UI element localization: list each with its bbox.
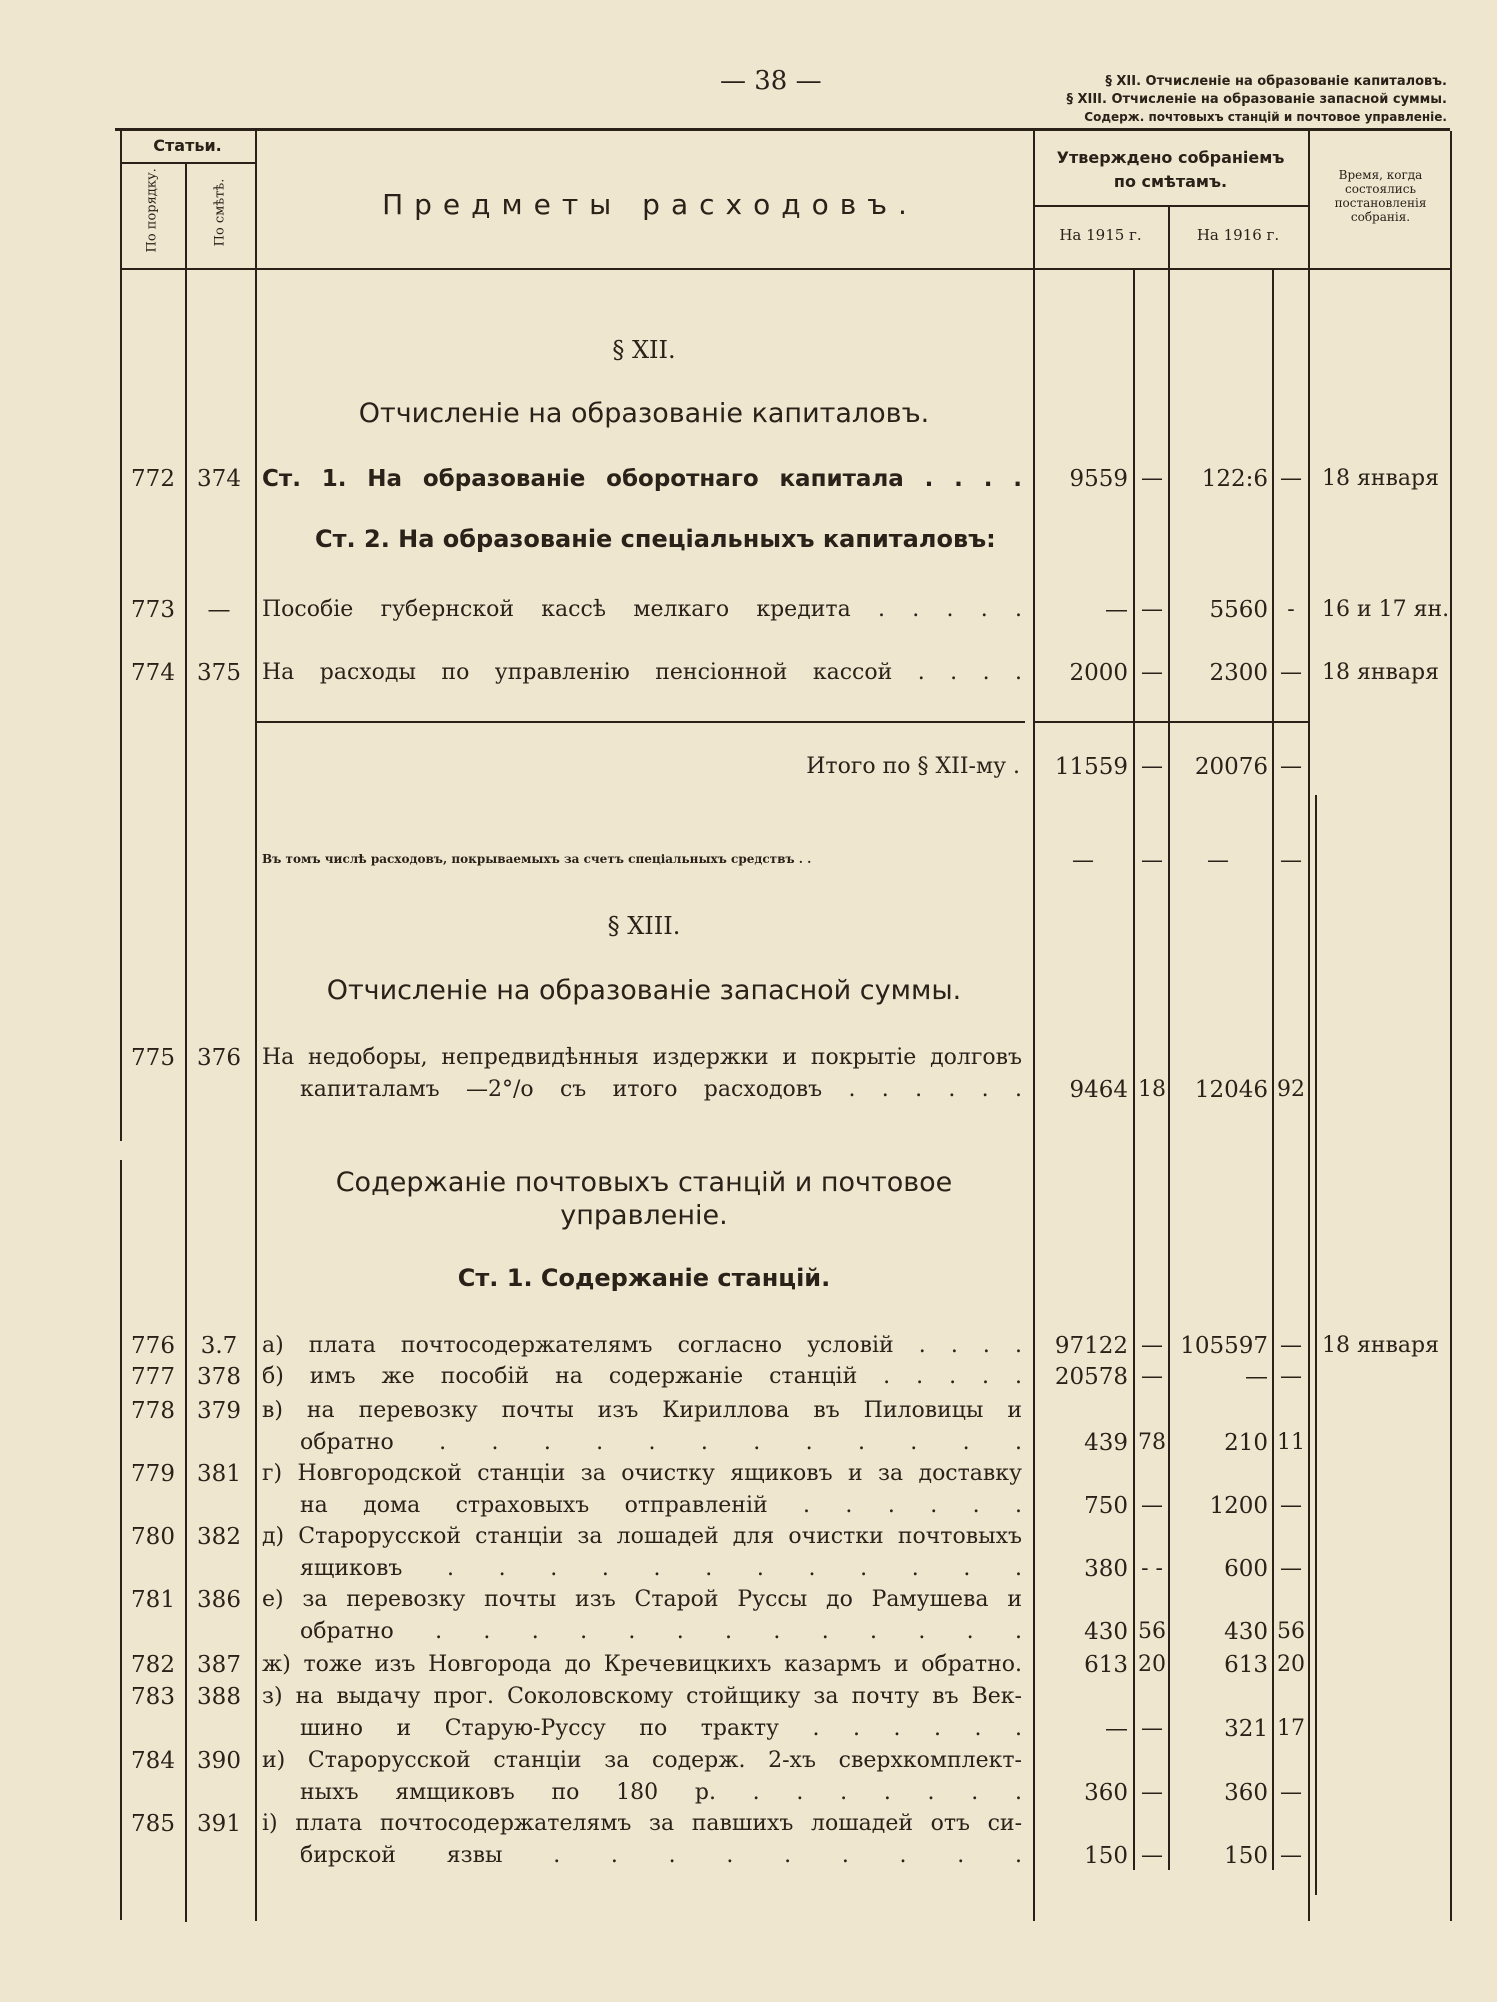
itogo-1916-rub: 20076 xyxy=(1194,754,1268,780)
row-1916-kop: — xyxy=(1280,1333,1302,1358)
po-poryadku-header: По порядку. xyxy=(144,168,160,253)
section-xii-mark: § XII. xyxy=(612,336,676,364)
special-means-note: Въ томъ числѣ расходовъ, покрываемыхъ за счетъ спеціальныхъ средствъ . . xyxy=(262,852,812,866)
col-line-left xyxy=(120,131,122,1141)
row-description-line: в) на перевозку почты изъ Кириллова въ Пиловицы и xyxy=(262,1398,1022,1423)
row-smeta-number: 381 xyxy=(197,1461,241,1487)
statyi-underline xyxy=(120,162,255,164)
row-1916-kop: - xyxy=(1287,597,1295,622)
row-1915-rub: 2000 xyxy=(1069,660,1128,686)
predmety-header: Предметы расходовъ. xyxy=(382,188,918,221)
row-smeta-number: — xyxy=(207,597,231,623)
row-1916-rub: 5560 xyxy=(1209,597,1268,623)
row-order-number: 772 xyxy=(131,466,175,492)
row-order-number: 785 xyxy=(131,1811,175,1837)
statyi-header: Статьи. xyxy=(153,136,222,155)
row-order-number: 780 xyxy=(131,1524,175,1550)
row-description-line: ныхъ ямщиковъ по 180 р. . . . . . . . xyxy=(300,1780,1022,1805)
row-1916-rub: 150 xyxy=(1224,1843,1268,1869)
row-description-line: и) Старорусской станціи за содерж. 2-хъ сверхкомплект- xyxy=(262,1748,1022,1773)
row-1916-rub: 122:6 xyxy=(1201,466,1268,492)
utverzhdeno-header-line-1: Утверждено собраніемъ xyxy=(1056,148,1285,167)
row-1916-kop: 92 xyxy=(1277,1077,1305,1102)
row-1916-kop: — xyxy=(1280,660,1302,685)
row-order-number: 781 xyxy=(131,1587,175,1613)
row-description-line: а) плата почтосодержателямъ согласно условій . . . . xyxy=(262,1333,1022,1358)
post-section-title-line-1: Содержаніе почтовыхъ станцій и почтовое xyxy=(335,1167,953,1198)
row-description-line: На недоборы, непредвидѣнныя издержки и покрытіе долговъ xyxy=(262,1045,1022,1070)
special-1915-kop: — xyxy=(1141,848,1163,873)
row-order-number: 784 xyxy=(131,1748,175,1774)
utverzhdeno-header-line-2: по смѣтамъ. xyxy=(1113,172,1228,191)
row-1916-kop: 20 xyxy=(1277,1652,1305,1677)
row-session-date: 16 и 17 ян. xyxy=(1322,597,1450,622)
row-order-number: 783 xyxy=(131,1684,175,1710)
col-line-right xyxy=(1450,131,1452,1921)
row-1916-kop: — xyxy=(1280,466,1302,491)
special-1916-rub: — xyxy=(1207,848,1229,873)
row-order-number: 775 xyxy=(131,1045,175,1071)
row-description-line: обратно . . . . . . . . . . . . . xyxy=(300,1619,1022,1644)
row-smeta-number: 374 xyxy=(197,466,241,492)
row-description-line: Пособіе губернской кассѣ мелкаго кредита . . . . . xyxy=(262,597,1022,622)
row-1915-rub: 20578 xyxy=(1054,1364,1128,1390)
row-order-number: 778 xyxy=(131,1398,175,1424)
row-1915-kop: — xyxy=(1141,660,1163,685)
row-1916-rub: 360 xyxy=(1224,1780,1268,1806)
row-order-number: 782 xyxy=(131,1652,175,1678)
special-1915-rub: — xyxy=(1072,848,1094,873)
row-1916-kop: — xyxy=(1280,1843,1302,1868)
row-1915-rub: 97122 xyxy=(1054,1333,1128,1359)
row-smeta-number: 382 xyxy=(197,1524,241,1550)
row-smeta-number: 390 xyxy=(197,1748,241,1774)
header-bottom-rule xyxy=(120,268,1450,270)
row-1916-rub: 321 xyxy=(1224,1716,1268,1742)
row-smeta-number: 3.7 xyxy=(200,1333,238,1359)
row-smeta-number: 391 xyxy=(197,1811,241,1837)
row-1915-kop: — xyxy=(1141,1716,1163,1741)
row-description-line: е) за перевозку почты изъ Старой Руссы до Рамушева и xyxy=(262,1587,1022,1612)
row-smeta-number: 387 xyxy=(197,1652,241,1678)
row-1916-kop: 11 xyxy=(1277,1430,1305,1455)
row-order-number: 776 xyxy=(131,1333,175,1359)
row-description-line: г) Новгородской станціи за очистку ящиковъ и за доставку xyxy=(262,1461,1022,1486)
vremya-header: Время, когда состоялись постановленія собранія. xyxy=(1334,168,1427,224)
row-smeta-number: 388 xyxy=(197,1684,241,1710)
row-description-line: ящиковъ . . . . . . . . . . . . xyxy=(300,1556,1022,1581)
row-1915-kop: — xyxy=(1141,1364,1163,1389)
row-1915-rub: 380 xyxy=(1084,1556,1128,1582)
row-description-line: На расходы по управленію пенсіонной кассой . . . . xyxy=(262,660,1022,685)
row-1916-kop: — xyxy=(1280,1364,1302,1389)
itogo-1915-kop: — xyxy=(1141,754,1163,779)
row-description-line: Ст. 1. На образованіе оборотнаго капитала . . . . xyxy=(262,466,1022,492)
itogo-1916-kop: — xyxy=(1280,754,1302,779)
date-bracket-line xyxy=(1315,795,1317,1895)
row-1916-rub: 600 xyxy=(1224,1556,1268,1582)
post-st1-title: Ст. 1. Содержаніе станцій. xyxy=(457,1264,831,1292)
row-session-date: 18 января xyxy=(1322,466,1439,491)
utverzhdeno-underline xyxy=(1033,205,1308,207)
row-1916-kop: 17 xyxy=(1277,1716,1305,1741)
row-1916-rub: 105597 xyxy=(1180,1333,1268,1359)
row-1916-rub: 1200 xyxy=(1209,1493,1268,1519)
row-1915-kop: — xyxy=(1141,1333,1163,1358)
row-1915-kop: 18 xyxy=(1138,1077,1166,1102)
row-1915-rub: — xyxy=(1105,1716,1128,1742)
row-session-date: 18 января xyxy=(1322,660,1439,685)
row-1915-rub: 439 xyxy=(1084,1430,1128,1456)
special-1916-kop: — xyxy=(1280,848,1302,873)
row-1916-rub: — xyxy=(1245,1364,1268,1390)
table-top-rule xyxy=(115,128,1450,131)
row-1916-rub: 2300 xyxy=(1209,660,1268,686)
row-1915-rub: 9559 xyxy=(1069,466,1128,492)
row-1915-rub: 360 xyxy=(1084,1780,1128,1806)
row-1915-kop: — xyxy=(1141,1843,1163,1868)
row-description-line: капиталамъ —2°/о съ итого расходовъ . . . . . . xyxy=(300,1077,1022,1102)
running-header-line-3: Содерж. почтовыхъ станцій и почтовое управленіе. xyxy=(1084,110,1447,124)
row-order-number: 774 xyxy=(131,660,175,686)
row-description-line: бирской язвы . . . . . . . . . xyxy=(300,1843,1022,1868)
po-smete-header: По смѣтѣ. xyxy=(212,178,228,247)
row-1916-kop: — xyxy=(1280,1556,1302,1581)
row-1915-rub: — xyxy=(1105,597,1128,623)
row-description-line: ж) тоже изъ Новгорода до Кречевицкихъ казармъ и обратно. xyxy=(262,1652,1022,1677)
section-xiii-title: Отчисленіе на образованіе запасной суммы. xyxy=(326,975,962,1006)
row-smeta-number: 376 xyxy=(197,1045,241,1071)
row-1915-kop: - - xyxy=(1141,1556,1163,1581)
row-1915-rub: 150 xyxy=(1084,1843,1128,1869)
row-order-number: 779 xyxy=(131,1461,175,1487)
row-order-number: 773 xyxy=(131,597,175,623)
page-number: — 38 — xyxy=(720,66,822,96)
row-description-line: і) плата почтосодержателямъ за павшихъ лошадей отъ си- xyxy=(262,1811,1022,1836)
col-line-order xyxy=(185,162,187,1922)
row-1916-rub: 12046 xyxy=(1194,1077,1268,1103)
row-session-date: 18 января xyxy=(1322,1333,1439,1358)
row-1915-kop: 20 xyxy=(1138,1652,1166,1677)
row-description-line: з) на выдачу прог. Соколовскому стойщику за почту въ Век- xyxy=(262,1684,1022,1709)
row-smeta-number: 379 xyxy=(197,1398,241,1424)
post-section-title-line-2: управленіе. xyxy=(560,1200,728,1231)
row-1916-kop: 56 xyxy=(1277,1619,1305,1644)
row-smeta-number: 375 xyxy=(197,660,241,686)
row-1916-rub: 430 xyxy=(1224,1619,1268,1645)
row-1916-rub: 210 xyxy=(1224,1430,1268,1456)
itogo-rule-2 xyxy=(1033,721,1308,723)
row-1915-kop: 56 xyxy=(1138,1619,1166,1644)
row-smeta-number: 386 xyxy=(197,1587,241,1613)
row-1915-rub: 750 xyxy=(1084,1493,1128,1519)
row-order-number: 777 xyxy=(131,1364,175,1390)
running-header-line-2: § XIII. Отчисленіе на образованіе запасной суммы. xyxy=(1066,92,1447,107)
section-xiii-mark: § XIII. xyxy=(607,912,681,940)
row-description-line: шино и Старую-Руссу по тракту . . . . . . xyxy=(300,1716,1022,1741)
row-1915-rub: 430 xyxy=(1084,1619,1128,1645)
row-description-line: д) Старорусской станціи за лошадей для очистки почтовыхъ xyxy=(262,1524,1022,1549)
row-1915-kop: — xyxy=(1141,1780,1163,1805)
row-1915-kop: — xyxy=(1141,1493,1163,1518)
running-header-line-1: § XII. Отчисленіе на образованіе капиталовъ. xyxy=(1105,74,1447,89)
itogo-label: Итого по § XII-му . xyxy=(806,754,1020,779)
section-xii-title: Отчисленіе на образованіе капиталовъ. xyxy=(358,398,930,429)
row-1915-kop: — xyxy=(1141,466,1163,491)
year-1915-header: На 1915 г. xyxy=(1059,226,1142,244)
row-description-line: обратно . . . . . . . . . . . . xyxy=(300,1430,1022,1455)
row-description-line: на дома страховыхъ отправленій . . . . . . xyxy=(300,1493,1022,1518)
row-smeta-number: 378 xyxy=(197,1364,241,1390)
row-1915-rub: 9464 xyxy=(1069,1077,1128,1103)
st2-title: Ст. 2. На образованіе спеціальныхъ капиталовъ: xyxy=(315,525,996,553)
row-description-line: б) имъ же пособій на содержаніе станцій . . . . . xyxy=(262,1364,1022,1389)
itogo-rule-1 xyxy=(255,721,1025,723)
row-1916-kop: — xyxy=(1280,1493,1302,1518)
row-1915-kop: 78 xyxy=(1138,1430,1166,1455)
row-1915-kop: — xyxy=(1141,597,1163,622)
row-1915-rub: 613 xyxy=(1084,1652,1128,1678)
year-1916-header: На 1916 г. xyxy=(1196,226,1280,244)
itogo-1915-rub: 11559 xyxy=(1054,754,1128,780)
row-1916-kop: — xyxy=(1280,1780,1302,1805)
row-1916-rub: 613 xyxy=(1224,1652,1268,1678)
col-line-left-lower xyxy=(120,1160,122,1920)
